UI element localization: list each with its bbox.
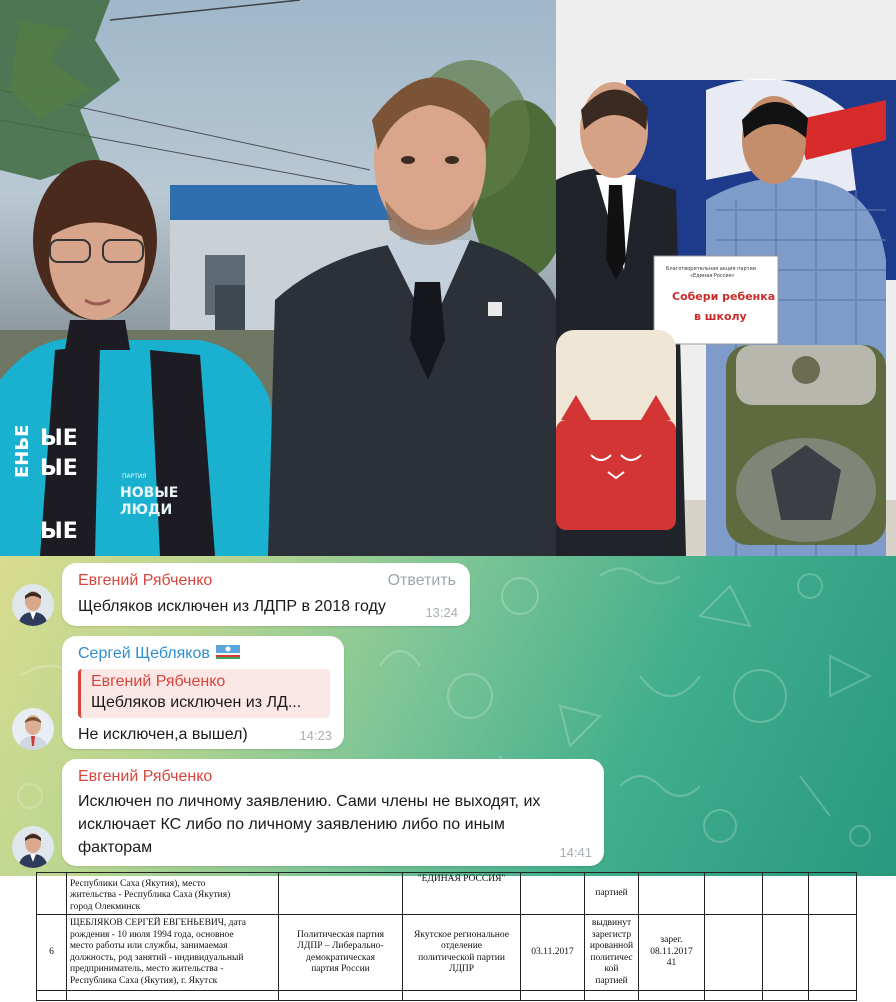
cell-line: ированной — [589, 941, 634, 951]
table-cell — [809, 915, 857, 991]
sakha-flag-icon — [216, 645, 240, 659]
table-cell — [585, 873, 639, 915]
vest-side-letters: ЕНЬЕ — [12, 424, 33, 478]
table-cell — [809, 991, 857, 1001]
table-cell — [279, 915, 403, 991]
table-cell — [521, 873, 585, 915]
message-time: 14:41 — [559, 845, 592, 860]
cell-line: предприниматель, место жительства - — [70, 964, 224, 974]
vest-logo-line2: ЛЮДИ — [120, 502, 173, 518]
cell-line: "ЕДИНАЯ РОССИЯ" — [417, 874, 506, 884]
sign-title-2: в школу — [694, 310, 747, 323]
table-cell — [809, 873, 857, 915]
vest-logo-small: ПАРТИЯ — [122, 473, 147, 480]
vest-text-2: ЫЕ — [40, 456, 78, 481]
message-sender[interactable]: Евгений Рябченко — [78, 768, 213, 785]
message-text: Щебляков исключен из ЛДПР в 2018 году — [78, 598, 386, 615]
sign-title-1: Собери ребенка — [672, 290, 776, 303]
reply-quote[interactable] — [78, 669, 330, 718]
cell-line: политической партии — [418, 952, 505, 963]
cell-line: Республики Саха (Якутия), место — [70, 878, 206, 889]
reply-button[interactable]: Ответить — [387, 572, 456, 589]
cell-line: кой — [604, 964, 619, 974]
table-cell — [763, 915, 809, 991]
sender-name: Сергей Щебляков — [78, 645, 210, 662]
sign-small-2: «Единая Россия» — [690, 273, 735, 279]
table-cell — [403, 991, 521, 1001]
election-registry-document — [0, 876, 896, 1002]
vest-logo-line1: НОВЫЕ — [120, 485, 179, 501]
table-row — [37, 873, 857, 915]
cell-line: место работы или службы, занимаемая — [70, 941, 228, 951]
message-text-line-1: Исключен по личному заявлению. Сами члены не выходят, их — [78, 793, 541, 810]
message-text-line-3: факторам — [78, 839, 153, 856]
cell-line: должность, род занятий - индивидуальный — [70, 952, 244, 963]
table-cell — [763, 873, 809, 915]
cell-line: ЩЕБЛЯКОВ СЕРГЕЙ ЕВГЕНЬЕВИЧ, дата — [70, 918, 246, 928]
table-cell — [37, 991, 67, 1001]
message-bubble-3[interactable] — [62, 759, 604, 866]
table-cell — [279, 873, 403, 915]
table-cell — [639, 915, 705, 991]
table-cell — [279, 991, 403, 1001]
cell-line: рождения - 10 июля 1994 года, основное — [70, 929, 234, 940]
message-bubble-1[interactable] — [62, 563, 470, 626]
table-cell — [639, 873, 705, 915]
table-cell — [585, 915, 639, 991]
cell-line: ЛДПР — [448, 964, 475, 974]
table-cell — [585, 991, 639, 1001]
cell-line: партией — [595, 887, 628, 898]
vest-text-1: ЫЕ — [40, 426, 78, 451]
cell-line: демократическая — [306, 952, 375, 963]
avatar-sergey[interactable] — [12, 708, 54, 750]
cell-line: город Олекминск — [70, 901, 141, 912]
message-sender[interactable] — [78, 644, 330, 664]
cell-line: ЛДПР – Либерально- — [297, 941, 384, 951]
telegram-chat — [0, 556, 896, 876]
cell-line: 03.11.2017 — [531, 946, 574, 957]
table-row — [37, 991, 857, 1001]
photo-left-drawing — [0, 0, 556, 556]
table-cell — [763, 991, 809, 1001]
photo-right-drawing — [556, 0, 896, 556]
cell-line: зарегистр — [591, 929, 632, 940]
avatar-person-icon — [12, 708, 54, 750]
table-cell — [705, 873, 763, 915]
message-time: 14:23 — [299, 728, 332, 743]
table-cell — [67, 991, 279, 1001]
message-sender[interactable]: Евгений Рябченко — [78, 572, 213, 589]
table-cell — [403, 915, 521, 991]
avatar-person-icon — [12, 826, 54, 868]
table-cell — [37, 873, 67, 915]
cell-line: партия России — [311, 964, 370, 974]
photo-candidates-outdoor — [0, 0, 556, 556]
sign-small-1: Благотворительная акция партии — [666, 266, 757, 272]
message-time: 13:24 — [425, 605, 458, 620]
cell-line: зарег. — [660, 935, 683, 946]
photo-school-campaign — [556, 0, 896, 556]
avatar-evgeny-1[interactable] — [12, 584, 54, 626]
cell-line: 41 — [666, 958, 677, 969]
table-cell — [67, 873, 279, 915]
row-number: 6 — [49, 946, 54, 957]
cell-line: Якутское региональное — [414, 929, 509, 940]
message-text: Не исключен,а вышел) — [78, 726, 248, 743]
cell-line: Политическая партия — [297, 929, 384, 940]
cell-line: отделение — [440, 941, 483, 951]
cell-line: партией — [595, 975, 628, 986]
quote-text: Щебляков исключен из ЛД... — [91, 694, 302, 711]
table-cell — [403, 873, 521, 915]
table-cell — [37, 915, 67, 991]
table-cell — [705, 915, 763, 991]
message-bubble-2[interactable] — [62, 636, 344, 749]
candidate-table — [36, 872, 857, 1001]
table-cell — [705, 991, 763, 1001]
quote-sender: Евгений Рябченко — [91, 673, 226, 690]
avatar-evgeny-2[interactable] — [12, 826, 54, 868]
table-cell — [67, 915, 279, 991]
message-text-line-2: исключает КС либо по личному заявлению либо по иным — [78, 816, 505, 833]
avatar-person-icon — [12, 584, 54, 626]
table-row — [37, 915, 857, 991]
cell-line: 08.11.2017 — [650, 946, 693, 957]
cell-line: Республика Саха (Якутия), г. Якутск — [70, 975, 218, 986]
table-cell — [639, 991, 705, 1001]
table-cell — [521, 915, 585, 991]
table-cell — [521, 991, 585, 1001]
vest-text-3: ЫЕ — [40, 519, 78, 544]
cell-line: политичес — [590, 952, 633, 963]
cell-line: жительства - Республика Саха (Якутия) — [70, 890, 231, 900]
cell-line: выдвинут — [591, 918, 632, 928]
